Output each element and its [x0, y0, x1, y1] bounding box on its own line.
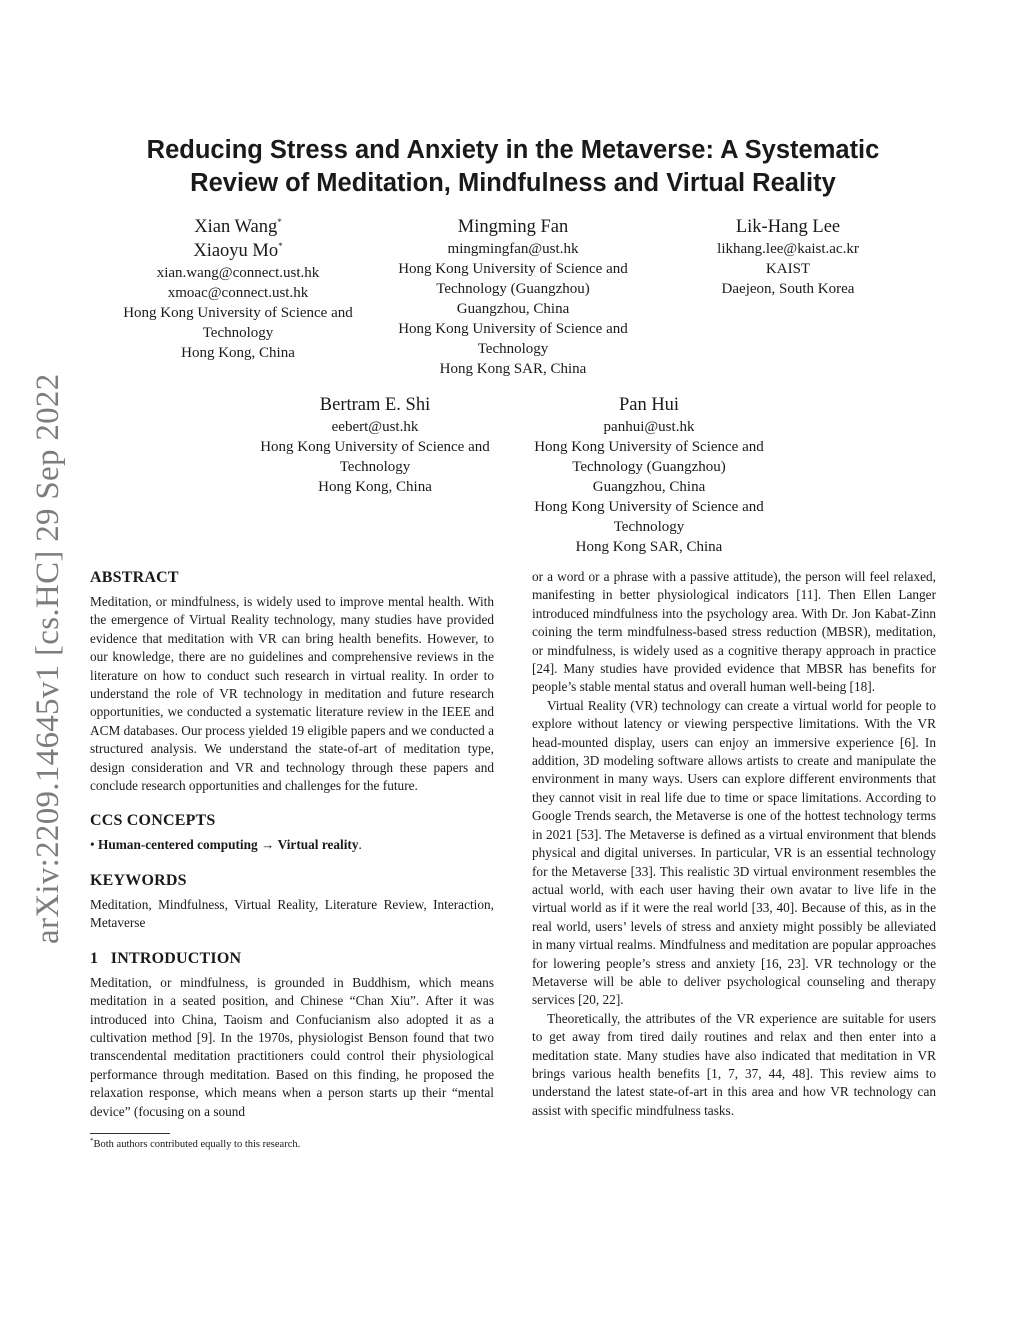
author-location: Hong Kong SAR, China — [575, 539, 723, 555]
ccs-concept: Human-centered computing — [97, 837, 258, 853]
introduction-paragraph-3: Theoretically, the attributes of the VR experience are suitable for users to get away from tired daily routines and relax and then enter into a meditation state. Many studies have also indicated that meditation in VR brings various health benefits [1, 7, 37, 44, 48]. This review aims to understand the latest state-of-art in this area and how VR technology can assist with specific mindfulness tasks. — [532, 1010, 936, 1118]
author-affiliation: Technology — [613, 519, 685, 535]
author-location: Hong Kong, China — [181, 345, 295, 361]
author-affiliation: Hong Kong University of Science and — [123, 305, 353, 321]
author-name-xiaoyu-mo: Xiaoyu Mo* — [193, 241, 283, 261]
author-affiliation: Hong Kong University of Science and — [398, 261, 628, 277]
introduction-paragraph-1-continued: or a word or a phrase with a passive attitude), the person will feel relaxed, manifesting in better physiological indicators [11]. Then Ellen Langer introduced mindfulness into the psychology area. With Dr. Jon Kabat-Zinn coining the term mindfulness-based stress reduction (MBSR), meditation, or mindfulness, is widely used as a cognitive therapy approach in practice [24]. Many studies have provided evidence that MBSR has benefits for people’s stable mental status and overall human well-being [18]. — [532, 569, 936, 695]
abstract-heading: ABSTRACT — [90, 569, 179, 586]
author-affiliation: KAIST — [765, 261, 811, 277]
author-block-wang-mo — [98, 215, 378, 363]
footnote — [90, 1138, 494, 1152]
author-location: Guangzhou, China — [456, 301, 570, 317]
author-location: Guangzhou, China — [592, 479, 706, 495]
title-line-2: Review of Meditation, Mindfulness and Virtual Reality — [190, 169, 836, 197]
introduction-heading: 1 INTRODUCTION — [90, 949, 242, 967]
footnote-mark: * — [90, 1136, 94, 1145]
author-block-lee — [648, 215, 928, 299]
author-affiliation: Technology — [339, 459, 411, 475]
abstract-text: Meditation, or mindfulness, is widely used to improve mental health. With the emergence of Virtual Reality technology, many studies have provided evidence that meditation with VR can bring health benefits. However, to our knowledge, there are no guidelines and comprehensive reviews in the literature on how to conduct such research in virtual reality. In order to understand the role of VR technology in meditation and future research opportunities, we conducted a systematic literature review in the IEEE and ACM databases. Our process yielded 19 eligible papers and we conducted a structured analysis. We understand the state-of-art of meditation type, design consideration and VR and technology through these papers and conclude research opportunities and challenges for the future. — [90, 594, 494, 794]
author-email: eebert@ust.hk — [331, 419, 419, 435]
author-block-shi — [235, 393, 515, 497]
author-name: Mingming Fan — [457, 217, 569, 237]
introduction-paragraph-1: Meditation, or mindfulness, is grounded in Buddhism, which means meditation in a seated position, and Chinese “Chan Xiu”. After it was introduced into China, Taoism and Confucianism also adopted it as a cultivation method [9]. In the 1970s, physiologist Benson found that two transcendental meditation practitioners could control their physiological performance through meditation. Based on this finding, he proposed the relaxation response, which means when a person starts up their “mental device” (focusing on a sound — [90, 974, 494, 1119]
author-location: Hong Kong, China — [318, 479, 432, 495]
title-line-1: Reducing Stress and Anxiety in the Metaverse: A Systematic — [146, 136, 880, 164]
ccs-subconcept: Virtual reality — [277, 837, 359, 853]
author-email: mingmingfan@ust.hk — [447, 241, 579, 257]
left-column — [90, 568, 494, 1152]
author-name: Pan Hui — [618, 395, 680, 415]
ccs-arrow: → — [261, 837, 275, 853]
author-email: panhui@ust.hk — [603, 419, 695, 435]
ccs-bullet: • — [90, 837, 95, 853]
right-column — [532, 568, 936, 1120]
footnote-text: Both authors contributed equally to this research. — [93, 1138, 301, 1150]
author-email: likhang.lee@kaist.ac.kr — [717, 241, 859, 257]
arxiv-identifier-stamp: arXiv:2209.14645v1 [cs.HC] 29 Sep 2022 — [30, 373, 66, 944]
author-block-hui — [509, 393, 789, 557]
keywords-heading: KEYWORDS — [90, 871, 187, 889]
footnote-divider — [90, 1133, 170, 1134]
author-affiliation: Technology (Guangzhou) — [436, 281, 590, 297]
author-name: Bertram E. Shi — [319, 395, 431, 415]
author-name-xian-wang: Xian Wang* — [194, 217, 282, 237]
author-affiliation: Hong Kong University of Science and — [260, 439, 490, 455]
paper-title — [88, 134, 938, 200]
author-name: Lik-Hang Lee — [735, 217, 841, 237]
author-affiliation: Hong Kong University of Science and — [534, 439, 764, 455]
author-location: Daejeon, South Korea — [721, 281, 855, 297]
author-affiliation: Technology (Guangzhou) — [572, 459, 726, 475]
ccs-concepts-line — [90, 836, 494, 854]
keywords-text: Meditation, Mindfulness, Virtual Reality, Literature Review, Interaction, Metaverse — [90, 896, 494, 931]
author-block-fan — [373, 215, 653, 379]
author-email: xian.wang@connect.ust.hk — [156, 265, 320, 281]
introduction-paragraph-2: Virtual Reality (VR) technology can create a virtual world for people to explore without latency or viewing perspective limitations. With the VR head-mounted display, users can enjoy an immersive experience [6]. In addition, 3D modeling software allows artists to create and manipulate the environment in many ways. Users can explore different environments that they cannot visit in real life due to time or space limitations. According to Google Trends search, the Metaverse is one of the hottest technology terms in 2021 [53]. The Metaverse is defined as a virtual environment that blends physical and digital universes. In particular, VR is an essential technology for the Metaverse [33]. This realistic 3D virtual environment resembles the actual world, with each user having their own avatar to live life in the virtual world as if it were the real world [33, 40]. Because of this, as in the real world, users’ levels of stress and anxiety might possibly be alleviated in many virtual realms. Mindfulness and meditation are popular approaches for lowering people’s stress and anxiety [16, 23]. VR technology or the Metaverse will be able to deliver psychological counseling and therapy services [20, 22]. — [532, 697, 936, 1008]
ccs-concepts-heading: CCS CONCEPTS — [90, 812, 216, 830]
author-affiliation: Technology — [202, 325, 274, 341]
author-affiliation: Technology — [477, 341, 549, 357]
author-affiliation: Hong Kong University of Science and — [534, 499, 764, 515]
author-email: xmoac@connect.ust.hk — [167, 285, 309, 301]
author-location: Hong Kong SAR, China — [439, 361, 587, 377]
ccs-period: . — [358, 837, 362, 853]
author-affiliation: Hong Kong University of Science and — [398, 321, 628, 337]
